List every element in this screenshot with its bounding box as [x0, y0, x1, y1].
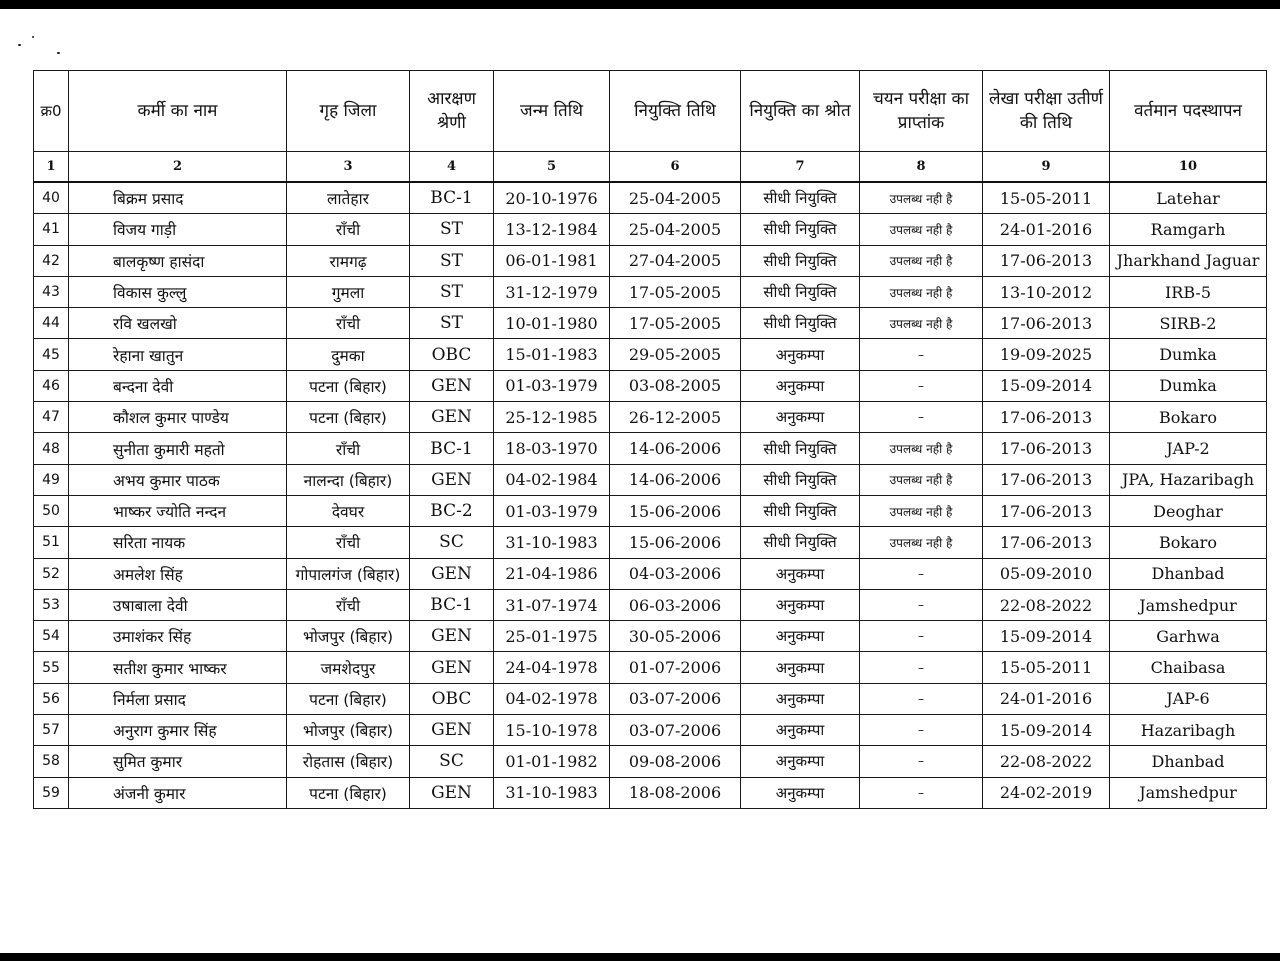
cell-current-posting: SIRB-2 — [1110, 308, 1267, 339]
cell-category: GEN — [410, 621, 494, 652]
cell-source: अनुकम्पा — [741, 589, 860, 620]
table-row — [34, 589, 1267, 620]
cell-birth-date: 01-01-1982 — [494, 746, 610, 777]
scan-speck — [32, 36, 34, 38]
cell-selection-score: उपलब्ध नही है — [860, 527, 983, 558]
cell-appointment-date: 25-04-2005 — [610, 182, 741, 214]
header-selection-score: चयन परीक्षा का प्राप्तांक — [860, 71, 983, 152]
table-row — [34, 558, 1267, 589]
cell-category: ST — [410, 308, 494, 339]
cell-audit-exam-date: 15-05-2011 — [983, 182, 1110, 214]
cell-source: सीधी नियुक्ति — [741, 464, 860, 495]
column-number: 2 — [69, 152, 287, 183]
header-reservation-category: आरक्षण श्रेणी — [410, 71, 494, 152]
cell-serial: 47 — [34, 402, 69, 433]
cell-home-district: दुमका — [287, 339, 410, 370]
cell-current-posting: Hazaribagh — [1110, 715, 1267, 746]
cell-serial: 46 — [34, 370, 69, 401]
cell-selection-score: उपलब्ध नही है — [860, 245, 983, 276]
cell-current-posting: Dhanbad — [1110, 558, 1267, 589]
cell-appointment-date: 27-04-2005 — [610, 245, 741, 276]
cell-name: अनुराग कुमार सिंह — [69, 715, 287, 746]
scan-speck — [18, 44, 21, 46]
cell-source: सीधी नियुक्ति — [741, 214, 860, 245]
cell-current-posting: JPA, Hazaribagh — [1110, 464, 1267, 495]
cell-source: अनुकम्पा — [741, 339, 860, 370]
header-appointment-date: नियुक्ति तिथि — [610, 71, 741, 152]
cell-category: BC-1 — [410, 589, 494, 620]
header-home-district: गृह जिला — [287, 71, 410, 152]
cell-home-district: राँची — [287, 527, 410, 558]
cell-category: GEN — [410, 715, 494, 746]
cell-category: GEN — [410, 652, 494, 683]
cell-category: ST — [410, 214, 494, 245]
header-name: कर्मी का नाम — [69, 71, 287, 152]
cell-name: उषाबाला देवी — [69, 589, 287, 620]
cell-source: अनुकम्पा — [741, 715, 860, 746]
cell-birth-date: 31-10-1983 — [494, 527, 610, 558]
cell-appointment-date: 15-06-2006 — [610, 527, 741, 558]
cell-name: उमाशंकर सिंह — [69, 621, 287, 652]
cell-selection-score: उपलब्ध नही है — [860, 308, 983, 339]
cell-selection-score: – — [860, 683, 983, 714]
cell-category: ST — [410, 245, 494, 276]
cell-appointment-date: 30-05-2006 — [610, 621, 741, 652]
cell-source: अनुकम्पा — [741, 621, 860, 652]
cell-selection-score: – — [860, 746, 983, 777]
cell-appointment-date: 18-08-2006 — [610, 777, 741, 808]
cell-audit-exam-date: 17-06-2013 — [983, 527, 1110, 558]
cell-serial: 59 — [34, 777, 69, 808]
cell-source: अनुकम्पा — [741, 777, 860, 808]
cell-current-posting: Ramgarh — [1110, 214, 1267, 245]
header-current-posting: वर्तमान पदस्थापन — [1110, 71, 1267, 152]
cell-name: कौशल कुमार पाण्डेय — [69, 402, 287, 433]
cell-selection-score: उपलब्ध नही है — [860, 464, 983, 495]
cell-current-posting: Dumka — [1110, 339, 1267, 370]
cell-category: GEN — [410, 402, 494, 433]
cell-birth-date: 01-03-1979 — [494, 370, 610, 401]
column-number: 10 — [1110, 152, 1267, 183]
table-row — [34, 464, 1267, 495]
cell-category: BC-1 — [410, 433, 494, 464]
cell-name: रवि खलखो — [69, 308, 287, 339]
cell-birth-date: 25-12-1985 — [494, 402, 610, 433]
cell-selection-score: – — [860, 589, 983, 620]
cell-birth-date: 04-02-1978 — [494, 683, 610, 714]
table-row — [34, 527, 1267, 558]
cell-home-district: राँची — [287, 214, 410, 245]
column-number-row — [34, 152, 1267, 183]
cell-current-posting: Bokaro — [1110, 527, 1267, 558]
table-row — [34, 339, 1267, 370]
cell-selection-score: उपलब्ध नही है — [860, 433, 983, 464]
cell-home-district: पटना (बिहार) — [287, 777, 410, 808]
cell-name: अमलेश सिंह — [69, 558, 287, 589]
cell-name: सरिता नायक — [69, 527, 287, 558]
cell-birth-date: 24-04-1978 — [494, 652, 610, 683]
cell-serial: 52 — [34, 558, 69, 589]
cell-name: भाष्कर ज्योति नन्दन — [69, 495, 287, 526]
cell-appointment-date: 09-08-2006 — [610, 746, 741, 777]
header-audit-exam-date: लेखा परीक्षा उतीर्ण की तिथि — [983, 71, 1110, 152]
cell-category: GEN — [410, 558, 494, 589]
cell-appointment-date: 14-06-2006 — [610, 433, 741, 464]
cell-appointment-date: 15-06-2006 — [610, 495, 741, 526]
cell-name: बालकृष्ण हासंदा — [69, 245, 287, 276]
cell-birth-date: 15-10-1978 — [494, 715, 610, 746]
cell-current-posting: Latehar — [1110, 182, 1267, 214]
cell-serial: 58 — [34, 746, 69, 777]
cell-selection-score: – — [860, 558, 983, 589]
table-row — [34, 276, 1267, 307]
cell-serial: 48 — [34, 433, 69, 464]
cell-current-posting: Dhanbad — [1110, 746, 1267, 777]
cell-audit-exam-date: 22-08-2022 — [983, 589, 1110, 620]
cell-source: सीधी नियुक्ति — [741, 433, 860, 464]
cell-audit-exam-date: 15-05-2011 — [983, 652, 1110, 683]
cell-name: सुनीता कुमारी महतो — [69, 433, 287, 464]
cell-name: अभय कुमार पाठक — [69, 464, 287, 495]
table-row — [34, 715, 1267, 746]
header-appointment-source: नियुक्ति का श्रोत — [741, 71, 860, 152]
cell-selection-score: – — [860, 621, 983, 652]
cell-appointment-date: 03-08-2005 — [610, 370, 741, 401]
cell-appointment-date: 29-05-2005 — [610, 339, 741, 370]
cell-birth-date: 15-01-1983 — [494, 339, 610, 370]
cell-home-district: लातेहार — [287, 182, 410, 214]
cell-source: सीधी नियुक्ति — [741, 182, 860, 214]
table-row — [34, 652, 1267, 683]
cell-source: सीधी नियुक्ति — [741, 308, 860, 339]
cell-audit-exam-date: 24-01-2016 — [983, 214, 1110, 245]
cell-birth-date: 31-07-1974 — [494, 589, 610, 620]
cell-selection-score: – — [860, 339, 983, 370]
cell-source: अनुकम्पा — [741, 402, 860, 433]
personnel-table — [33, 70, 1267, 809]
table-row — [34, 683, 1267, 714]
scan-border-top — [0, 0, 1280, 9]
cell-serial: 42 — [34, 245, 69, 276]
cell-current-posting: Jamshedpur — [1110, 777, 1267, 808]
cell-selection-score: उपलब्ध नही है — [860, 182, 983, 214]
cell-appointment-date: 04-03-2006 — [610, 558, 741, 589]
cell-audit-exam-date: 17-06-2013 — [983, 464, 1110, 495]
cell-current-posting: IRB-5 — [1110, 276, 1267, 307]
cell-source: अनुकम्पा — [741, 683, 860, 714]
cell-home-district: राँची — [287, 589, 410, 620]
cell-birth-date: 25-01-1975 — [494, 621, 610, 652]
cell-home-district: पटना (बिहार) — [287, 683, 410, 714]
header-row — [34, 71, 1267, 152]
cell-serial: 54 — [34, 621, 69, 652]
cell-audit-exam-date: 17-06-2013 — [983, 245, 1110, 276]
cell-audit-exam-date: 15-09-2014 — [983, 370, 1110, 401]
cell-current-posting: Jamshedpur — [1110, 589, 1267, 620]
column-number: 9 — [983, 152, 1110, 183]
cell-audit-exam-date: 15-09-2014 — [983, 715, 1110, 746]
cell-category: GEN — [410, 777, 494, 808]
cell-serial: 40 — [34, 182, 69, 214]
cell-audit-exam-date: 19-09-2025 — [983, 339, 1110, 370]
cell-serial: 50 — [34, 495, 69, 526]
cell-source: सीधी नियुक्ति — [741, 245, 860, 276]
column-number: 7 — [741, 152, 860, 183]
cell-birth-date: 13-12-1984 — [494, 214, 610, 245]
cell-appointment-date: 03-07-2006 — [610, 683, 741, 714]
column-number: 4 — [410, 152, 494, 183]
cell-birth-date: 31-12-1979 — [494, 276, 610, 307]
cell-selection-score: उपलब्ध नही है — [860, 276, 983, 307]
scan-border-bottom — [0, 953, 1280, 961]
column-number: 3 — [287, 152, 410, 183]
cell-birth-date: 10-01-1980 — [494, 308, 610, 339]
cell-serial: 45 — [34, 339, 69, 370]
cell-source: अनुकम्पा — [741, 746, 860, 777]
cell-audit-exam-date: 15-09-2014 — [983, 621, 1110, 652]
cell-source: सीधी नियुक्ति — [741, 495, 860, 526]
cell-source: अनुकम्पा — [741, 370, 860, 401]
cell-home-district: गुमला — [287, 276, 410, 307]
cell-serial: 43 — [34, 276, 69, 307]
cell-category: GEN — [410, 464, 494, 495]
cell-name: सतीश कुमार भाष्कर — [69, 652, 287, 683]
table-row — [34, 370, 1267, 401]
cell-source: सीधी नियुक्ति — [741, 276, 860, 307]
cell-serial: 56 — [34, 683, 69, 714]
cell-selection-score: – — [860, 402, 983, 433]
table-row — [34, 402, 1267, 433]
header-serial: क्र0 — [34, 71, 69, 152]
cell-audit-exam-date: 24-02-2019 — [983, 777, 1110, 808]
cell-current-posting: Deoghar — [1110, 495, 1267, 526]
cell-appointment-date: 17-05-2005 — [610, 308, 741, 339]
column-number: 5 — [494, 152, 610, 183]
cell-audit-exam-date: 13-10-2012 — [983, 276, 1110, 307]
cell-name: सुमित कुमार — [69, 746, 287, 777]
table-row — [34, 214, 1267, 245]
cell-source: अनुकम्पा — [741, 652, 860, 683]
cell-selection-score: उपलब्ध नही है — [860, 495, 983, 526]
cell-category: OBC — [410, 683, 494, 714]
cell-category: BC-2 — [410, 495, 494, 526]
table-body — [34, 182, 1267, 808]
cell-home-district: राँची — [287, 308, 410, 339]
table-row — [34, 245, 1267, 276]
column-number: 8 — [860, 152, 983, 183]
cell-category: OBC — [410, 339, 494, 370]
cell-audit-exam-date: 17-06-2013 — [983, 433, 1110, 464]
cell-audit-exam-date: 17-06-2013 — [983, 402, 1110, 433]
table-row — [34, 308, 1267, 339]
cell-name: अंजनी कुमार — [69, 777, 287, 808]
cell-home-district: नालन्दा (बिहार) — [287, 464, 410, 495]
table-row — [34, 621, 1267, 652]
cell-name: बिक्रम प्रसाद — [69, 182, 287, 214]
cell-audit-exam-date: 24-01-2016 — [983, 683, 1110, 714]
cell-home-district: पटना (बिहार) — [287, 402, 410, 433]
cell-birth-date: 31-10-1983 — [494, 777, 610, 808]
cell-home-district: गोपालगंज (बिहार) — [287, 558, 410, 589]
cell-home-district: रामगढ़ — [287, 245, 410, 276]
cell-home-district: देवघर — [287, 495, 410, 526]
cell-serial: 53 — [34, 589, 69, 620]
column-number: 1 — [34, 152, 69, 183]
cell-serial: 55 — [34, 652, 69, 683]
cell-audit-exam-date: 17-06-2013 — [983, 308, 1110, 339]
cell-current-posting: Dumka — [1110, 370, 1267, 401]
cell-home-district: राँची — [287, 433, 410, 464]
cell-selection-score: – — [860, 370, 983, 401]
cell-serial: 51 — [34, 527, 69, 558]
table-row — [34, 433, 1267, 464]
cell-birth-date: 01-03-1979 — [494, 495, 610, 526]
cell-birth-date: 21-04-1986 — [494, 558, 610, 589]
header-birth-date: जन्म तिथि — [494, 71, 610, 152]
cell-category: GEN — [410, 370, 494, 401]
cell-current-posting: Garhwa — [1110, 621, 1267, 652]
cell-audit-exam-date: 05-09-2010 — [983, 558, 1110, 589]
cell-home-district: पटना (बिहार) — [287, 370, 410, 401]
cell-appointment-date: 25-04-2005 — [610, 214, 741, 245]
table-row — [34, 495, 1267, 526]
cell-category: ST — [410, 276, 494, 307]
cell-appointment-date: 17-05-2005 — [610, 276, 741, 307]
cell-name: बन्दना देवी — [69, 370, 287, 401]
cell-name: निर्मला प्रसाद — [69, 683, 287, 714]
cell-serial: 57 — [34, 715, 69, 746]
cell-appointment-date: 06-03-2006 — [610, 589, 741, 620]
cell-current-posting: JAP-6 — [1110, 683, 1267, 714]
cell-current-posting: Jharkhand Jaguar — [1110, 245, 1267, 276]
cell-appointment-date: 26-12-2005 — [610, 402, 741, 433]
cell-home-district: रोहतास (बिहार) — [287, 746, 410, 777]
cell-selection-score: – — [860, 777, 983, 808]
cell-name: विजय गाड़ी — [69, 214, 287, 245]
cell-appointment-date: 01-07-2006 — [610, 652, 741, 683]
cell-birth-date: 18-03-1970 — [494, 433, 610, 464]
cell-home-district: भोजपुर (बिहार) — [287, 621, 410, 652]
cell-birth-date: 04-02-1984 — [494, 464, 610, 495]
cell-serial: 44 — [34, 308, 69, 339]
cell-category: SC — [410, 527, 494, 558]
cell-category: BC-1 — [410, 182, 494, 214]
column-number: 6 — [610, 152, 741, 183]
cell-birth-date: 20-10-1976 — [494, 182, 610, 214]
cell-serial: 49 — [34, 464, 69, 495]
cell-name: रेहाना खातुन — [69, 339, 287, 370]
table-row — [34, 777, 1267, 808]
cell-home-district: भोजपुर (बिहार) — [287, 715, 410, 746]
cell-home-district: जमशेदपुर — [287, 652, 410, 683]
cell-category: SC — [410, 746, 494, 777]
cell-current-posting: JAP-2 — [1110, 433, 1267, 464]
cell-selection-score: उपलब्ध नही है — [860, 214, 983, 245]
cell-serial: 41 — [34, 214, 69, 245]
cell-appointment-date: 03-07-2006 — [610, 715, 741, 746]
table-row — [34, 182, 1267, 214]
cell-selection-score: – — [860, 715, 983, 746]
scan-speck — [57, 52, 60, 54]
cell-name: विकास कुल्लु — [69, 276, 287, 307]
cell-appointment-date: 14-06-2006 — [610, 464, 741, 495]
cell-current-posting: Bokaro — [1110, 402, 1267, 433]
cell-current-posting: Chaibasa — [1110, 652, 1267, 683]
cell-audit-exam-date: 17-06-2013 — [983, 495, 1110, 526]
cell-source: सीधी नियुक्ति — [741, 527, 860, 558]
cell-source: अनुकम्पा — [741, 558, 860, 589]
cell-selection-score: – — [860, 652, 983, 683]
table-row — [34, 746, 1267, 777]
cell-audit-exam-date: 22-08-2022 — [983, 746, 1110, 777]
cell-birth-date: 06-01-1981 — [494, 245, 610, 276]
